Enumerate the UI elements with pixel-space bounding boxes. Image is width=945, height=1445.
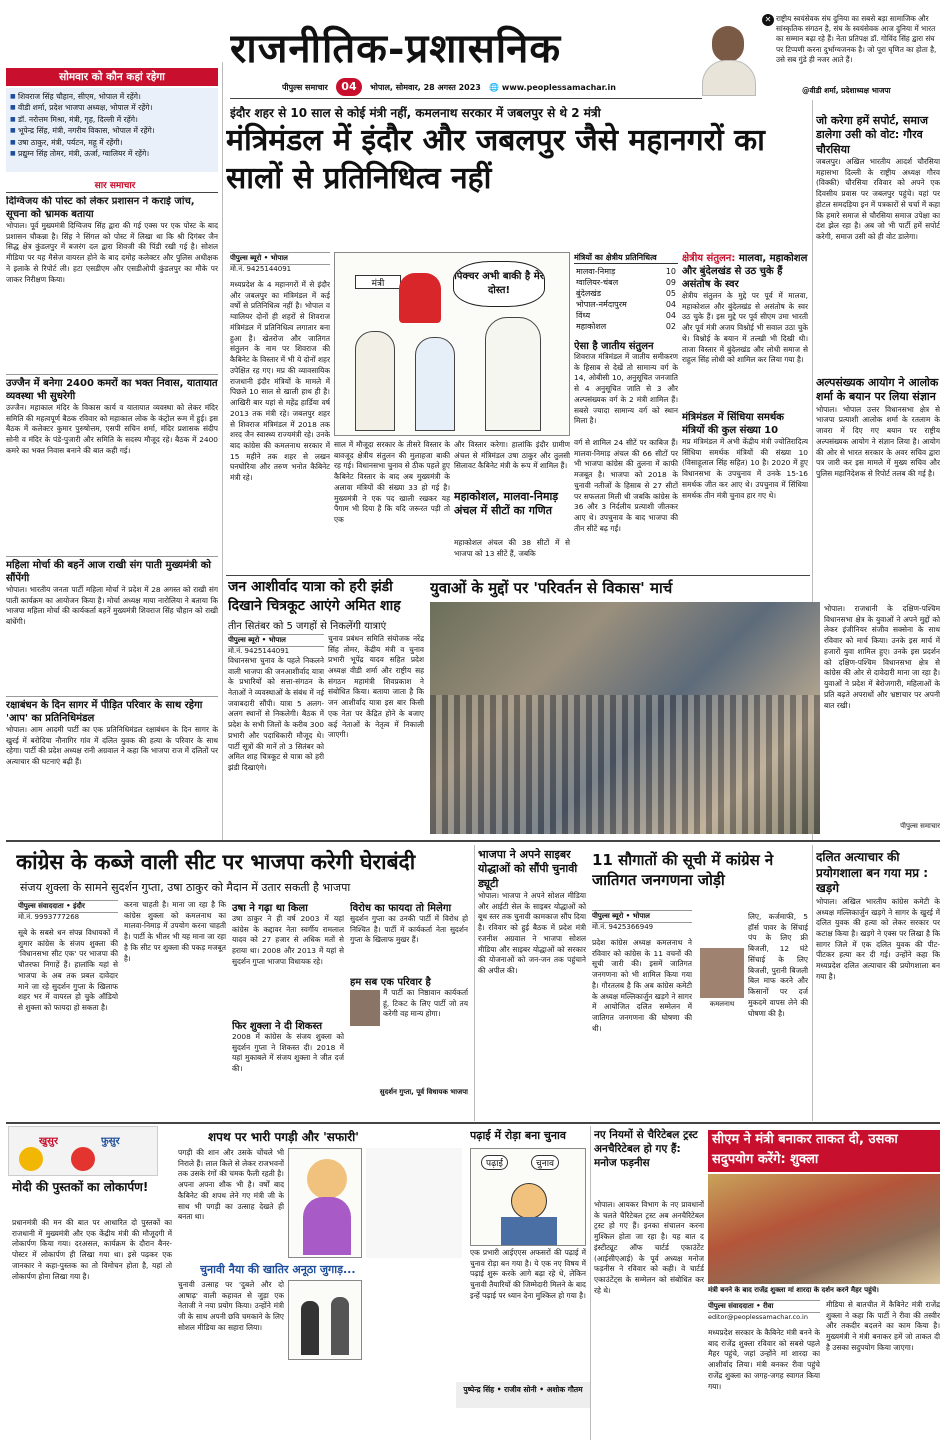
col3-body: उषा ठाकुर ने ही वर्ष 2003 में यहां कांग्रेस के कद्दावर नेता स्वर्गीय रामलाल यादव को 27 हजार से अधिक मतों से हराया था। 2008 और 2013 में यहां से सुदर्शन गुप्ता भाजपा विधायक रहे। <box>232 914 344 966</box>
dateline: भोपाल, सोमवार, 28 अगस्त 2023 <box>370 83 481 92</box>
caste-byline-box <box>592 910 692 936</box>
region-body: क्षेत्रीय संतुलन के मुद्दे पर पूर्व में मालवा, महाकोशल और बुंदेलखंड से असंतोष के स्वर उठ चुके हैं। इस मुद्दे पर पूर्व सीएम उमा भारती और पूर्व मंत्री अजय विश्नोई भी सवाल उठा चुके थे। विश्नोई के बयान में तल्खी भी दिखी थी। ताजा विस्तार में बुंदेलखंड और लोधी समाज से राहुल सिंह लोधी को शामिल कर लिया गया है। <box>682 291 808 365</box>
email: editor@peoplessamachar.co.in <box>708 1313 808 1321</box>
region-head: मालवा, महाकोशल और बुंदेलखंड से उठ चुके हैं असंतोष के स्वर <box>682 253 808 290</box>
lead-sidebar <box>574 252 678 572</box>
quote-portrait <box>350 990 380 1026</box>
lead-cartoon <box>334 252 570 436</box>
alp-head: अल्पसंख्यक आयोग ने आलोक शर्मा के बयान पर लिया संज्ञान <box>816 376 939 404</box>
youth-photo <box>430 602 820 834</box>
section-title: राजनीतिक-प्रशासनिक <box>230 25 562 72</box>
dalit-story <box>816 850 940 1118</box>
alp-story <box>816 376 940 596</box>
caste-body: प्रदेश कांग्रेस अध्यक्ष कमलनाथ ने रविवार को कांग्रेस के 11 वचनों की सूची जारी की। इसमें जातिगत जनगणना को भी शामिल किया गया है। गौरतलब है कि अब कांग्रेस कमेटी के अध्यक्ष मल्लिकार्जुन खड़गे ने सागर में आयोजित दलित सम्मेलन में जातिगत जनगणना की घोषणा की थी। <box>592 938 692 1033</box>
list-item: ■ डॉ. नरोत्तम मिश्रा, मंत्री, गृह, दिल्ली में रहेंगे। <box>10 114 214 125</box>
whisper-face-icon <box>71 1147 95 1171</box>
quote-text: राष्ट्रीय स्वयंसेवक संघ दुनिया का सबसे बड़ा सामाजिक और सांस्कृतिक संगठन है, संघ के स्वयंसेवक आज दुनिया में भारत का सम्मान बढ़ा रहे हैं। नेता प्रतिपक्ष डॉ. गोविंद सिंह द्वारा संघ पर टिप्पणी करना दुर्भाग्यजनक है। जो पूरा घृणित का होता है, उसे सब गुंडे ही नजर आते हैं। <box>776 14 937 64</box>
table-row: ग्वालियर-चंबल 09 <box>576 278 676 287</box>
table-row: मालवा-निमाड़ 10 <box>576 267 676 276</box>
youth-body: भोपाल। राजधानी के दक्षिण-पश्चिम विधानसभा क्षेत्र के युवाओं ने अपने मुद्दों को लेकर इंजीनियर संजीव सक्सेना के साथ रविवार को मार्च किया। उनके इस मार्च में हजारों युवा शामिल हुए। उनके इस प्रदर्शन को दक्षिण-पश्चिम विधानसभा क्षेत्र से कांग्रेस की ओर से दावेदारी माना जा रहा है। युवाओं ने प्रदेश में बेरोजगारी, महिलाओं के प्रति बढ़ते अपराधों और भ्रष्टाचार पर अपनी बात रखी। <box>824 604 940 710</box>
col4-attr: सुदर्शन गुप्ता, पूर्व विधायक भाजपा <box>379 1088 468 1096</box>
cartoon-figure <box>355 331 395 431</box>
cyber-head: भाजपा ने अपने साइबर योद्धाओं को सौंपी चुनावी ड्यूटी <box>478 848 578 890</box>
cm-body: मध्यप्रदेश सरकार के कैबिनेट मंत्री बनने के बाद राजेंद्र शुक्ला रविवार को सबसे पहले मैहर पहुंचे, जहां उन्होंने मां शारदा का आशीर्वाद लिया। मंत्री बनकर रीवा पहुंचे राजेंद्र शुक्ला का जगह-जगह स्वागत किया गया। <box>708 1328 820 1391</box>
paper-name: पीपुल्स समाचार <box>282 83 328 92</box>
khusur-head: मोदी की पुस्तकों का लोकार्पण! <box>12 1180 149 1194</box>
region-story <box>682 252 808 572</box>
shapath-cartoon <box>288 1148 362 1258</box>
lead-col2: साल में मौजूदा सरकार के तीसरे विस्तार के बावजूद क्षेत्रीय संतुलन की मुलाहजा बाकी रह गई। विधानसभा चुनाव से ठीक पहले हुए कैबिनेट विस्तार के बाद अब मुख्यमंत्री के अलावा मंत्रियों की संख्या 33 हो गई है। मुख्यमंत्री ने एक पद खाली रखकर यह पैगाम भी दिया है कि यदि जरूरत पड़ी तो एक <box>334 440 450 525</box>
gaurav-body: जबलपुर। अखिल भारतीय आदर्श चौरसिया महासभा दिल्ली के राष्ट्रीय अध्यक्ष गौरव (विक्की) चौरसिया रविवार को अपने एक दिवसीय प्रवास पर जबलपुर पहुंचे। यहां पर होटल समदड़िया इन में पत्रकारों से चर्चा में कहा कि हमारे समाज से चौरसिया समाज उपेक्षा का दंश झेल रहा है। अब जो भी पार्टी हमें सपोर्ट करेगी, समाज उसी को ही वोट डालेगा। <box>816 156 940 242</box>
left-briefs <box>6 196 218 836</box>
table-row: विंध्य 04 <box>576 311 676 320</box>
cartoon-label: मंत्री <box>355 275 401 289</box>
cm-head: सीएम ने मंत्री बनाकर ताकत दी, उसका सदुपयोग करेंगे: शुक्ला <box>708 1130 940 1172</box>
col4-head2: हम सब एक परिवार है <box>350 977 431 988</box>
cartoon-figure <box>485 317 541 431</box>
col3-head: उषा ने गढ़ा था किला <box>232 903 308 914</box>
brief-body: उज्जैन। महाकाल मंदिर के विकास कार्य व यातायात व्यवस्था को लेकर मंदिर समिति की महत्वपूर्ण बैठक रविवार को महाकाल लोक के कंट्रोल रूम में हुई। इस बैठक में कलेक्टर कुमार पुरुषोत्तम, एसपी सचिन शर्मा, मंदिर प्रशासक संदीप सोनी व मंदिर के पंडे-पुजारी और समिति के सदस्य मौजूद रहे। बैठक में 2400 कमरे का भक्त निवास बनाने की बात कही गई। <box>6 403 218 455</box>
byline: पीपुल्स संवाददाता • रीवा <box>708 1300 820 1313</box>
cartoon-label: पढ़ाई <box>481 1155 508 1170</box>
congress-col2: करना चाहती है। माना जा रहा है कि कांग्रेस शुक्ला को कमलनाथ का मालवा-निमाड़ में उपयोग करना चाहती है। पार्टी के भीतर भी यह माना जा रहा है कि सीट पर शुक्ला की पकड़ मजबूत है। <box>124 900 226 963</box>
table-row: बुंदेलखंड 05 <box>576 289 676 298</box>
mobile: मो.नं. 9993777268 <box>18 913 80 921</box>
cartoon-label: चुनाव <box>531 1155 559 1170</box>
caste-head: 11 सौगातों की सूची में कांग्रेस ने जातिगत जनगणना जोड़ी <box>592 851 774 890</box>
col3-body2: 2008 में कांग्रेस के संजय शुक्ला को सुदर्शन गुप्ता ने शिकस्त दी। 2018 में यहां मुकाबले में संजय शुक्ला ने जीत दर्ज की। <box>232 1032 344 1074</box>
brief-title: महिला मोर्चा की बहनें आज राखी संग पाती मुख्यमंत्री को सौंपेंगी <box>6 560 211 584</box>
congress-col4 <box>350 900 468 1118</box>
dalit-head: दलित अत्याचार की प्रयोगशाला बन गया मप्र : खड़गे <box>816 850 929 896</box>
shah-sub: तीन सितंबर को 5 जगहों से निकलेंगी यात्राएं <box>228 620 387 632</box>
padhai-body: एक प्रभारी आईएएस अफसरों की पढ़ाई में चुनाव रोड़ा बन गया है। ये एक नए विषय में पढ़ाई शुरू करके आगे बढ़ा रहे थे, लेकिन चुनावी तैयारियों की जिम्मेदारी मिलने के बाद इन्हें पढ़ाई पर ध्यान देना मुश्किल हो गया है। <box>470 1248 586 1300</box>
list-item: ■ वीडी शर्मा, प्रदेश भाजपा अध्यक्ष, भोपाल में रहेंगे। <box>10 102 214 113</box>
table-row: महाकोशल 02 <box>576 322 676 331</box>
chunav-aside <box>366 1280 462 1438</box>
table-row: भोपाल-नर्मदापुरम 04 <box>576 300 676 309</box>
photo-credit: पीपुल्स समाचार <box>900 822 940 830</box>
col4-head: विरोध का फायदा तो मिलेगा <box>350 903 452 914</box>
col3-head2: फिर शुक्ला ने दी शिकस्त <box>232 1021 323 1032</box>
cm-photo <box>708 1174 940 1284</box>
chunav-head: चुनावी नैया की खातिर अनूठा जुगाड़... <box>200 1263 356 1276</box>
mobile: मो.नं. 9425144091 <box>230 265 292 273</box>
list-item: ■ प्रद्युम्न सिंह तोमर, मंत्री, ऊर्जा, ग्वालियर में रहेंगे। <box>10 148 214 159</box>
cartoon-figure <box>415 337 455 431</box>
byline: पीपुल्स ब्यूरो • भोपाल <box>592 910 692 923</box>
shapath-aside <box>366 1148 462 1258</box>
mobile: मो.नं. 9425366949 <box>592 923 654 931</box>
x-icon: ✕ <box>762 14 774 26</box>
photo-caption: कमलनाथ <box>709 1000 735 1008</box>
cm-caption: मंत्री बनने के बाद राजेंद्र शुक्ला मां शारदा के दर्शन करने मैहर पहुंचे। <box>708 1286 879 1294</box>
jati-head: ऐसा है जातीय संतुलन <box>574 341 654 352</box>
brief-body: भोपाल। आम आदमी पार्टी का एक प्रतिनिधिमंडल रक्षाबंधन के दिन सागर के खुरई में बरोदिया नौनागिर गांव में दलित युवक की हत्या के परिवार के साथ रहेगा। पार्टी की प्रदेश अध्यक्ष रानी अग्रवाल ने कहा कि भाजपा राज में दलितों पर अत्याचार की घटनाएं बढ़ी हैं। <box>6 725 218 767</box>
byline: पीपुल्स ब्यूरो • भोपाल <box>228 634 324 647</box>
masthead-left-space <box>6 4 212 54</box>
padhai-credit: पुष्पेन्द्र सिंह • राजीव सोनी • अशोक गौतम <box>456 1382 590 1408</box>
brief-title: रक्षाबंधन के दिन सागर में पीड़ित परिवार के साथ रहेगा 'आप' का प्रतिनिधिमंडल <box>6 700 203 724</box>
page-number: 04 <box>336 78 361 96</box>
congress-seat-sub: संजय शुक्ला के सामने सुदर्शन गुप्ता, उषा ठाकुर को मैदान में उतार सकती है भाजपा <box>20 881 351 894</box>
lead-headline: मंत्रिमंडल में इंदौर और जबलपुर जैसे महानगरों का सालों से प्रतिनिधित्व नहीं <box>226 123 765 197</box>
gaurav-head: जो करेगा हमें सपोर्ट, समाज डालेगा उसी को वोट: गौरव चौरसिया <box>816 114 929 156</box>
cyber-body: भोपाल। भाजपा ने अपने सोशल मीडिया और आईटी सेल के साइबर योद्धाओं को बूथ स्तर तक चुनावी कामकाज सौंप दिया है। रविवार को हुई बैठक में प्रदेश मंत्री रजनीश अग्रवाल ने भाजपा सोशल मीडिया और साइबर योद्धाओं को सरकार की योजनाओं को जन-जन तक पहुंचाने की अपील की। <box>478 890 586 976</box>
padhai-head: पढ़ाई में रोड़ा बना चुनाव <box>470 1129 566 1142</box>
brief-body: भोपाल। पूर्व मुख्यमंत्री दिग्विजय सिंह द्वारा की गई एक्स पर एक पोस्ट के बाद प्रशासन चौकन्ना है। सिंह ने सिंगल को पोस्ट में लिखा था कि श्री दिगंबर जैन सिद्ध क्षेत्र कुंडलपुर में बजरंग दल द्वारा शिवजी की पिंडी रखी गई है। सोशल मीडिया पर यह मैसेज वायरल होने के बाद दमोह कलेक्टर और पुलिस अधीक्षक ने इलाके से रिपोर्ट ली। हटा एसडीएम और एसडीओपी कुंडलपुर का मौके पर जाकर निरीक्षण किया। <box>6 221 218 284</box>
dalit-body: भोपाल। अखिल भारतीय कांग्रेस कमेटी के अध्यक्ष मल्लिकार्जुन खड़गे ने सागर के खुरई में दलित युवक की हत्या को लेकर सरकार पर कटाक्ष किया है। खड़गे ने एक्स पर लिखा है कि सागर जिले में एक दलित युवक की पीट-पीटकर हत्या कर दी गई। उन्होंने कहा कि मध्यप्रदेश दलित अत्याचार की प्रयोगशाला बन गया है। <box>816 896 940 981</box>
congress-col1: सूबे के सबसे धन संपन्न विधायकों में शुमार कांग्रेस के संजय शुक्ला की 'विधानसभा सीट एक' पर भाजपा की चौतरफा निगाहें हैं। हालांकि यहां से भाजपा के अब तक प्रबल दावेदार माने जा रहे सुदर्शन गुप्ता के खिलाफ शहर भर में वायरल हो चुके ऑडियो से शुक्ला को फायदा हो सकता है। <box>18 928 118 1013</box>
quote-box <box>762 14 940 98</box>
byline: पीपुल्स संवाददाता • इंदौर <box>18 900 118 913</box>
table-title: मंत्रियों का क्षेत्रीय प्रतिनिधित्व <box>574 252 678 264</box>
khusur-body: प्रधानमंत्री की मन की बात पर आधारित दो पुस्तकों का राजधानी में मुख्यमंत्री और एक केंद्रीय मंत्री की मौजूदगी में लोकार्पण किया गया। दरअसल, कार्यक्रम के दौरान बैनर-पोस्टर में लोकार्पण ही लिखा गया था। इसे पढ़कर एक जानकार ने कहा-पुस्तक का तो विमोचन होता है, यहां तो लोकार्पण होना लिखा गया है। <box>12 1218 172 1281</box>
lead-subhead: महाकोशल, मालवा-निमाड़ अंचल में सीटों का गणित <box>454 490 559 518</box>
col4-body2: मैं पार्टी का निष्ठावान कार्यकर्ता हूं, टिकट के लिए पार्टी जो तय करेगी वह मान्य होगा। <box>383 988 468 1019</box>
list-item: ■ भूपेन्द्र सिंह, मंत्री, नगरीय विकास, भोपाल में रहेंगे। <box>10 125 214 136</box>
whisper-face-icon <box>19 1147 43 1171</box>
shah-col2: चुनाव प्रबंधन समिति संयोजक नरेंद्र सिंह तोमर, केंद्रीय मंत्री व चुनाव प्रभारी भूपेंद्र यादव सहित प्रदेश अध्यक्ष वीडी शर्मा और राष्ट्रीय सह संगठन महामंत्री शिवप्रकाश ने संबोधित किया। बताया जाता है कि जन आशीर्वाद यात्रा इस बार किसी एक नेता पर केंद्रित होने के बजाए कई नेताओं के नेतृत्व में निकाली जाएगी। <box>328 633 424 740</box>
brief-body: भोपाल। भारतीय जनता पार्टी महिला मोर्चा ने प्रदेश में 28 अगस्त को राखी संग पाती कार्यक्रम का आयोजन किया है। मोर्चा अध्यक्ष माया नारोलिया ने बताया कि भाजपा महिला मोर्चा की कार्यकर्ता बहनें मुख्यमंत्री शिवराज सिंह चौहान को राखी बांधेंगी। <box>6 585 218 627</box>
cartoon-speech: पिक्चर अभी बाकी है मेरे दोस्त! <box>453 261 545 307</box>
lead-col3: और विस्तार करेगा। हालांकि इंदौर ग्रामीण अंचल से मंत्रिमंडल उषा ठाकुर और तुलसी सिलावट कैबिनेट मंत्री के रूप में शामिल हैं। <box>454 440 570 471</box>
avatar <box>700 20 758 96</box>
chunav-body: चुनावी उत्साह पर 'दुबले और दो आषाढ़' वाली कहावत से जुड़ा एक नेताजी ने नया प्रयोग किया। उन्होंने मंत्री जी के साथ अपनी छवि चमकाने के लिए सोशल मीडिया का सहारा लिया। <box>178 1280 284 1332</box>
cm-body2: मीडिया से बातचीत में कैबिनेट मंत्री राजेंद्र शुक्ला ने कहा कि पार्टी ने रीवा की तस्वीर और तकदीर बदलने का काम किया है। मुख्यमंत्री ने मंत्री बनाकर हमें जो ताकत दी है उसका सदुपयोग किया जाएगा। <box>826 1300 940 1352</box>
who-where-title: सोमवार को कौन कहां रहेगा <box>6 68 218 86</box>
sar-label: सार समाचार <box>94 181 136 191</box>
jati-more: वर्ग से शामिल 24 सीटें पर काबिज हैं। मालवा-निमाड़ अंचल की 66 सीटों पर भी भाजपा कांग्रेस की तुलना में काफी मजबूत है। भाजपा को 2018 के चुनावी नतीजों के हिसाब से 27 सीटों पर सफलता मिली थी जबकि कांग्रेस के 36 और 3 निर्दलीय प्रत्याशी जीतकर आए थे। उपचुनाव के बाद भाजपा की तीन सीटें बढ़ गईं। <box>574 438 678 533</box>
website: www.peoplessamachar.in <box>501 83 616 92</box>
cartoon-chair-icon <box>399 273 441 323</box>
lead-byline-box <box>230 252 330 276</box>
alp-body: भोपाल। भोपाल उत्तर विधानसभा क्षेत्र से भाजपा प्रत्याशी आलोक शर्मा के रतलाम के जावरा में दिए गए बयान पर राष्ट्रीय अल्पसंख्यक आयोग ने संज्ञान लिया है। आयोग की ओर से भारत सरकार के अवर सचिव द्वारा पत्र जारी कर इस मामले में मुख्य सचिव और पुलिस महानिदेशक से रिपोर्ट तलब की गई है। <box>816 404 940 478</box>
brief-title: उज्जैन में बनेगा 2400 कमरों का भक्त निवास, यातायात व्यवस्था भी सुधरेगी <box>6 378 218 402</box>
padhai-cartoon <box>470 1148 586 1246</box>
khusur-banner <box>8 1126 158 1176</box>
caste-body2: लिए, कर्जमाफी, 5 हॉर्स पावर के सिंचाई पंप के लिए फ्री बिजली, 12 घंटे सिंचाई के लिए बिजली, पुरानी बिजली बिल माफ करने और किसानों पर दर्ज मुकदमे वापस लेने की घोषणा की है। <box>748 912 808 1018</box>
congress-seat-head: कांग्रेस के कब्जे वाली सीट पर भाजपा करेगी घेराबंदी <box>16 850 416 874</box>
lead-kicker: इंदौर शहर से 10 साल से कोई मंत्री नहीं, कमलनाथ सरकार में जबलपुर से थे 2 मंत्री <box>230 106 601 120</box>
cyber-story <box>478 848 586 1118</box>
fusur-label: फुसुर <box>101 1136 120 1147</box>
brief-title: दिग्विजय की पोस्ट को लेकर प्रशासन ने कराई जांच, सूचना को भ्रामक बताया <box>6 196 195 220</box>
who-where-box <box>6 88 218 172</box>
mobile: मो.नं. 9425144091 <box>228 646 290 655</box>
shah-col1: विधानसभा चुनाव के पहले निकलने वाली भाजपा की जनआशीर्वाद यात्रा के प्रभारियों को सत्ता-संगठन के नेताओं ने व्यवस्थाओं के संबंध में नई जवाबदारी सौंपी। यात्रा 5 अलग-अलग स्थानों से निकलेगी। बैठक में प्रदेश के सभी जिलों के करीब 300 प्रभारी और पदाधिकारी मौजूद थे। पार्टी सूत्रों की मानें तो 3 सितंबर को अमित शाह चित्रकूट से यात्रा को हरी झंडी दिखाएंगे। <box>228 655 324 773</box>
globe-icon: 🌐 <box>489 83 500 92</box>
gaurav-story <box>816 114 940 374</box>
shapath-head: शपथ पर भारी पगड़ी और 'सफारी' <box>208 1130 359 1144</box>
region-head-red: क्षेत्रीय संतुलन: <box>682 253 736 264</box>
shah-story <box>228 578 424 838</box>
lead-subbody: महाकोशल अंचल की 38 सीटों में से भाजपा को 13 सीटें हैं, जबकि <box>454 538 570 558</box>
jati-body: शिवराज मंत्रिमंडल में जातीय समीकरण के हिसाब से देखें तो सामान्य वर्ग के 14, ओबीसी 10, अनुसूचित जनजाति से 4 अनुसूचित जाति से 3 और अल्पसंख्यक वर्ग के 2 मंत्री शामिल हैं। सबसे ज्यादा सामान्य वर्ग को स्थान मिला है। <box>574 352 678 426</box>
sindhia-body: मप्र मंत्रिमंडल में अभी केंद्रीय मंत्री ज्योतिरादित्य सिंधिया समर्थक मंत्रियों की संख्या 10 (विसाहूलाल सिंह सहित) 10 है। 2020 में हुए विधानसभा के उपचुनाव में उनके 15-16 समर्थक जीत कर आए थे। उपचुनाव में सिंधिया समर्थक तीन मंत्री चुनाव हार गए थे। <box>682 437 808 500</box>
shapath-body: पगड़ी की शान और उसके चोंचले भी निराले हैं। लाल किले से लेकर राजभवनों तक उसके रंगों की चमक फैली रहती है। अपना अपना शौक भी है। वर्षों बाद कैबिनेट की शपथ लेने गए मंत्री जी के साथ भी पगड़ी का उत्साह देखते ही बनता था। <box>178 1148 284 1222</box>
youth-head: युवाओं के मुद्दों पर 'परिवर्तन से विकास' मार्च <box>430 579 673 597</box>
congress-col3 <box>232 900 344 1118</box>
shah-head: जन आशीर्वाद यात्रा को हरी झंडी दिखाने चित्रकूट आएंगे अमित शाह <box>228 579 401 614</box>
chunav-cartoon <box>288 1280 362 1360</box>
khusur-label: खुसुर <box>39 1136 59 1147</box>
trust-body: भोपाल। आयकर विभाग के नए प्रावधानों के चलते चैरिटेबल ट्रस्ट अब अनचैरिटेबल ट्रस्ट हो गए हैं। इनका संचालन करना मुश्किल होता जा रहा है। यह बात द इंस्टीट्यूट ऑफ चार्टर्ड एकाउंटेंट (आईसीएआई) के पूर्व अध्यक्ष मनोज फड़नीस ने रविवार को कही। वे चार्टर्ड एकाउंटेंट्स के सम्मेलन को संबोधित कर रहे थे। <box>594 1200 704 1295</box>
list-item: ■ उषा ठाकुर, मंत्री, पर्यटन, महू में रहेंगी। <box>10 137 214 148</box>
list-item: ■ शिवराज सिंह चौहान, सीएम, भोपाल में रहेंगे। <box>10 91 214 102</box>
col4-body: सुदर्शन गुप्ता का उनकी पार्टी में विरोध हो निश्चित है। पार्टी में कार्यकर्ता नेता सुदर्शन गुप्ता के खिलाफ मुखर हैं। <box>350 914 468 945</box>
lead-col1: मध्यप्रदेश के 4 महानगरों में से इंदौर और जबलपुर का मंत्रिमंडल में कई वर्षों से प्रतिनिधित्व नहीं है। भोपाल व ग्वालियर दोनों ही शहरों से शिवराज मंत्रिमंडल में प्रतिनिधित्व लगातार बना हुआ है। खेतरोज और जातिगत संतुलन के नाम पर शिवराज की कैबिनेट के विस्तार में भी ये दोनों शहर उपेक्षित रह गए। मप्र की व्यावसायिक राजधानी इंदौर मंत्रियों के मामले में पिछले 10 साल से खाली हाथ ही है। आखिरी बार यहां से महेंद्र हार्डिया वर्ष 2013 तक मंत्री रहे। जबलपुर शहर से शिवराज मंत्रिमंडल में 2018 तक शरद जैन स्वास्थ्य राज्यमंत्री रहे। उनके बाद कांग्रेस की कमलनाथ सरकार में 15 महीने तक शहर से लखन घनघोरिया और तरुण भनोत कैबिनेट मंत्री रहे। <box>230 280 330 483</box>
trust-head: नए नियमों से चैरिटेबल ट्रस्ट अनचैरिटेबल हो गए हैं: मनोज फड़नीस <box>594 1129 698 1170</box>
congress-byline-box <box>18 900 118 926</box>
region-table <box>574 266 678 332</box>
sindhia-head: मंत्रिमंडल में सिंधिया समर्थक मंत्रियों की कुल संख्या 10 <box>682 412 784 436</box>
byline: पीपुल्स ब्यूरो • भोपाल <box>230 252 330 265</box>
quote-attribution: @वीडी शर्मा, प्रदेशाध्यक्ष भाजपा <box>802 86 891 95</box>
cm-byline-box <box>708 1300 820 1326</box>
dateline-bar <box>282 78 682 96</box>
